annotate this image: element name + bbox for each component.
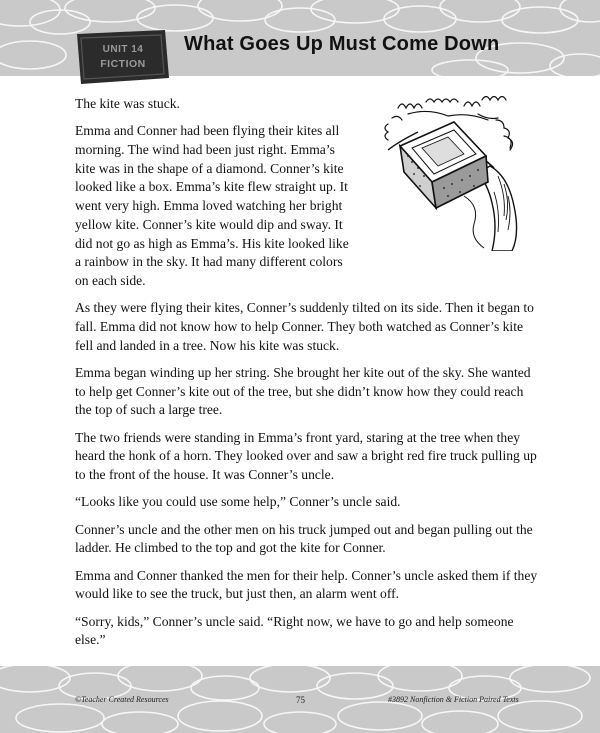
unit-number: UNIT 14 <box>102 44 144 55</box>
story-paragraph-5: The two friends were standing in Emma’s front yard, staring at the tree when they heard the honk of a horn. They looked over and saw a bright red fire truck pulling up to the front of the house. It was Conner’s uncle. <box>75 429 537 483</box>
story-paragraph-7: Conner’s uncle and the other men on his truck jumped out and began pulling out the ladder. He climbed to the top and got the kite for Conner. <box>75 521 533 556</box>
page-title: What Goes Up Must Come Down <box>184 33 500 55</box>
footer-book-title: #3892 Nonfiction & Fiction Paired Texts <box>388 695 519 704</box>
footer-copyright: ©Teacher Created Resources <box>75 695 169 704</box>
unit-genre: FICTION <box>100 58 146 70</box>
badge-shape <box>73 28 173 86</box>
page-number: 75 <box>296 695 305 705</box>
story-paragraph-1: The kite was stuck. <box>75 96 180 111</box>
story-paragraph-8: Emma and Conner thanked the men for their help. Conner’s uncle asked them if they would like to see the truck, but just then, an alarm went off. <box>75 567 538 602</box>
story-paragraph-3: As they were flying their kites, Conner’s suddenly tilted on its side. Then it began to fall. Emma did not know how to help Conner. They both watched as Conner’s kite fell and landed in a tree. Now his kite was stuck. <box>75 300 534 353</box>
unit-badge <box>73 28 173 86</box>
story-text <box>75 95 543 659</box>
story-paragraph-6: “Looks like you could use some help,” Conner’s uncle said. <box>75 494 401 510</box>
story-paragraph-4: Emma began winding up her string. She brought her kite out of the sky. She wanted to help get Conner’s kite out of the tree, but she didn’t know how they could reach the top of such a large tree. <box>75 364 531 418</box>
story-paragraph-2: Emma and Conner had been flying their kites all morning. The wind had been just right. Emma’s kite was in the shape of a diamond. Conner’s kite looked like a box. Emma’s kite flew straight up. It went very high. Emma loved watching her bright yellow kite. Conner’s kite would dip and sway. It did not go as high as Emma’s. His kite looked like a rainbow in the sky. It had many different colors on each side. <box>75 123 349 288</box>
story-paragraph-9: “Sorry, kids,” Conner’s uncle said. “Right now, we have to go and help someone else.” <box>75 613 514 648</box>
